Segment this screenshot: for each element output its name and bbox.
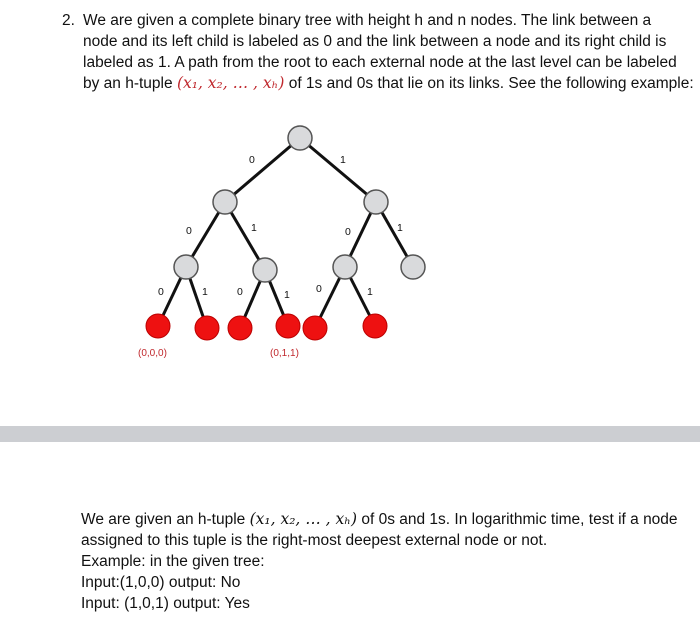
example-heading: Example: in the given tree: <box>81 553 265 570</box>
edge-label-0: 0 <box>158 286 164 298</box>
external-node <box>228 316 252 340</box>
edge-label-1: 1 <box>367 286 373 298</box>
binary-tree-diagram <box>0 110 700 370</box>
edge <box>225 138 300 202</box>
question-text <box>81 509 681 614</box>
edge-label-1: 1 <box>340 154 346 166</box>
problem-line-4-tail: of 1s and 0s that lie on its links. See the following example: <box>284 75 694 92</box>
edge-label-1: 1 <box>284 289 290 301</box>
edge-label-0: 0 <box>316 283 322 295</box>
problem-line-2: node and its left child is labeled as 0 and the link between a node and its right child is <box>83 33 667 50</box>
problem-line-4-text: by an h-tuple <box>83 75 177 92</box>
edge-label-0: 0 <box>345 226 351 238</box>
tree-node <box>174 255 198 279</box>
edge-label-0: 0 <box>249 154 255 166</box>
edge-label-0: 0 <box>186 225 192 237</box>
tree-node-root <box>288 126 312 150</box>
tree-node <box>213 190 237 214</box>
external-node <box>195 316 219 340</box>
edge-label-1: 1 <box>202 286 208 298</box>
problem-line-3: labeled as 1. A path from the root to each external node at the last level can be labeled <box>83 54 677 71</box>
problem-line-4 <box>83 73 694 94</box>
edge-labels <box>158 154 403 301</box>
edge <box>300 138 376 202</box>
edge-label-1: 1 <box>397 222 403 234</box>
tree-node <box>401 255 425 279</box>
external-node <box>363 314 387 338</box>
tree-node <box>253 258 277 282</box>
h-tuple-math: (x₁, x₂, … , xₕ) <box>176 74 285 92</box>
tree-node <box>333 255 357 279</box>
edge-label-0: 0 <box>237 286 243 298</box>
tree-node <box>364 190 388 214</box>
external-node <box>303 316 327 340</box>
section-divider <box>0 426 700 442</box>
example-input-2: Input: (1,0,1) output: Yes <box>81 595 250 612</box>
edge-label-1: 1 <box>251 222 257 234</box>
question-line-2: assigned to this tuple is the right-most deepest external node or not. <box>81 532 548 549</box>
h-tuple-math: (x₁, x₂, … , xₕ) <box>249 510 358 528</box>
problem-line-1: We are given a complete binary tree with height h and n nodes. The link between a <box>83 12 652 29</box>
problem-number: 2. <box>62 12 75 29</box>
path-label-000: (0,0,0) <box>138 348 167 359</box>
external-nodes <box>146 314 387 340</box>
path-label-011: (0,1,1) <box>270 348 299 359</box>
question-line-1-tail: of 0s and 1s. In logarithmic time, test if a node <box>357 511 678 528</box>
external-node <box>276 314 300 338</box>
internal-nodes <box>174 126 425 282</box>
question-line-1-text: We are given an h-tuple <box>81 511 250 528</box>
example-input-1: Input:(1,0,0) output: No <box>81 574 241 591</box>
external-node <box>146 314 170 338</box>
question-line-1 <box>81 509 681 530</box>
